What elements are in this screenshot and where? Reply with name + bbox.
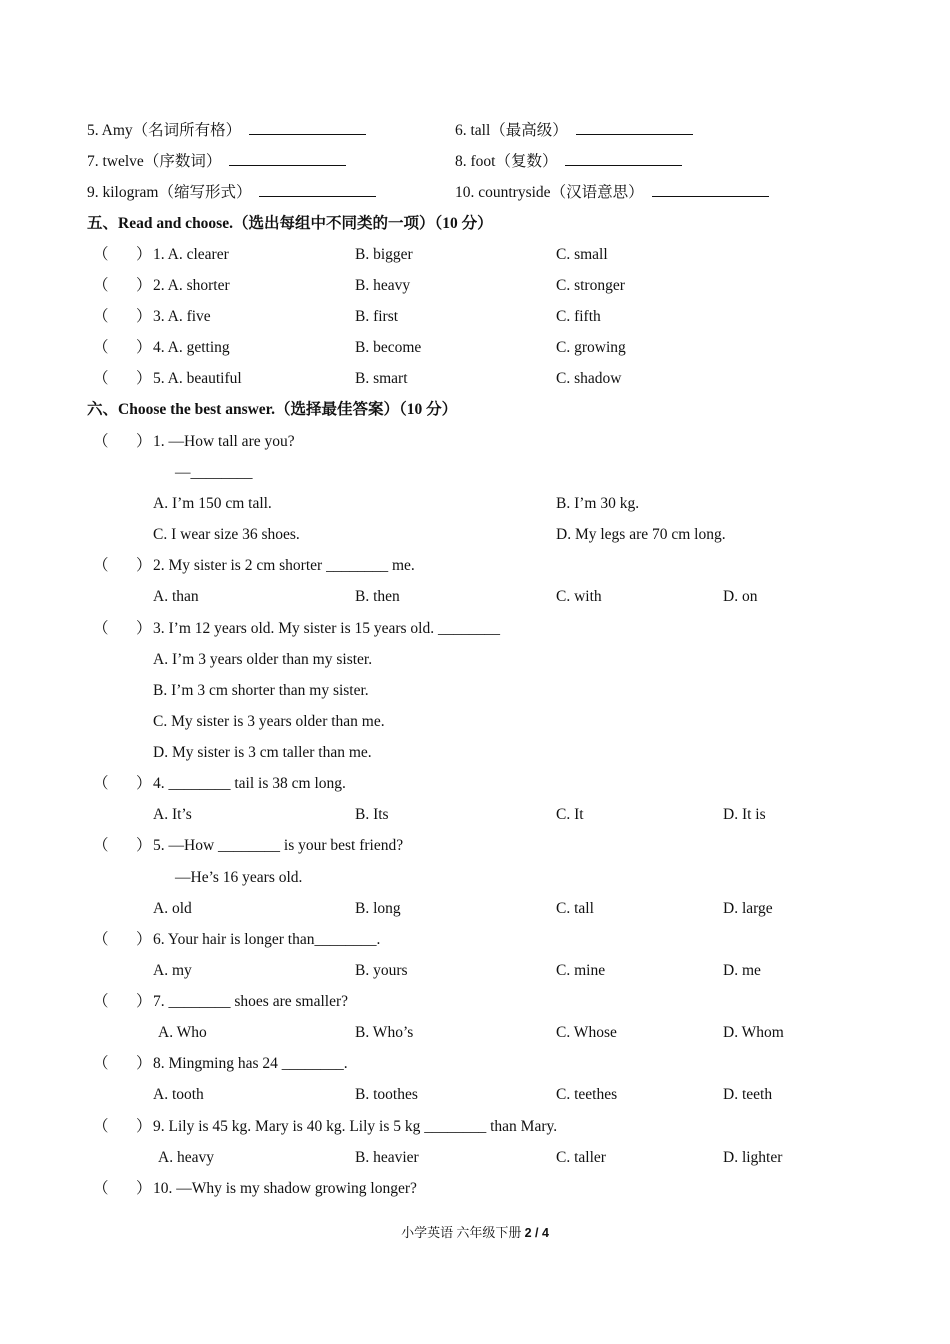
answer-paren-close: ） [136, 1055, 152, 1072]
answer-paren-close: ） [136, 370, 152, 387]
answer-blank[interactable] [259, 182, 376, 197]
answer-paren-open[interactable]: （ [93, 1055, 109, 1072]
fill-item: 10. countryside（汉语意思） [455, 182, 769, 204]
answer-paren-open[interactable]: （ [93, 1180, 109, 1197]
question-line: —He’s 16 years old. [175, 869, 303, 886]
answer-paren-close: ） [136, 1118, 152, 1135]
answer-blank[interactable] [229, 151, 346, 166]
answer-blank[interactable] [652, 182, 769, 197]
question-text: 2. My sister is 2 cm shorter ________ me. [153, 557, 415, 574]
answer-paren-close: ） [136, 931, 152, 948]
answer-paren-close: ） [136, 433, 152, 450]
question-row [0, 1053, 950, 1075]
answer-paren-open[interactable]: （ [93, 308, 109, 325]
question-text: 9. Lily is 45 kg. Mary is 40 kg. Lily is 5 kg ________ than Mary. [153, 1118, 558, 1135]
option-row: A. It’s B. Its C. It D. It is [153, 806, 766, 823]
page-number: 2 / 4 [524, 1226, 549, 1240]
option-row: B. I’m 3 cm shorter than my sister. [153, 682, 369, 699]
question-row [0, 555, 950, 577]
answer-paren-close: ） [136, 277, 152, 294]
option-row: A. my B. yours C. mine D. me [153, 962, 761, 979]
question-row: （ ） 3. A. five B. first C. fifth [0, 306, 950, 328]
option-row: C. I wear size 36 shoes. D. My legs are 70 cm long. [153, 526, 726, 543]
answer-paren-open[interactable]: （ [93, 775, 109, 792]
option-row: D. My sister is 3 cm taller than me. [153, 744, 372, 761]
question-row [0, 929, 950, 951]
answer-paren-open[interactable]: （ [93, 993, 109, 1010]
answer-paren-close: ） [136, 1180, 152, 1197]
fill-item: 9. kilogram（缩写形式） [87, 182, 376, 204]
question-text: 6. Your hair is longer than________. [153, 931, 381, 948]
option-row: A. tooth B. toothes C. teethes D. teeth [153, 1086, 773, 1103]
answer-paren-close: ） [136, 775, 152, 792]
option-row: A. heavy B. heavier C. taller D. lighter [158, 1149, 783, 1166]
option-row: A. I’m 3 years older than my sister. [153, 651, 373, 668]
answer-blank[interactable] [249, 120, 366, 135]
option-row: A. old B. long C. tall D. large [153, 900, 773, 917]
answer-paren-close: ） [136, 308, 152, 325]
fill-item: 6. tall（最高级） [455, 120, 693, 142]
answer-paren-close: ） [136, 837, 152, 854]
option-row: A. Who B. Who’s C. Whose D. Whom [158, 1024, 784, 1041]
answer-paren-open[interactable]: （ [93, 931, 109, 948]
answer-paren-open[interactable]: （ [93, 557, 109, 574]
option-row: A. than B. then C. with D. on [153, 588, 758, 605]
answer-paren-close: ） [136, 993, 152, 1010]
answer-paren-close: ） [136, 339, 152, 356]
answer-paren-open[interactable]: （ [93, 246, 109, 263]
answer-paren-open[interactable]: （ [93, 433, 109, 450]
section-6-title: 六、Choose the best answer.（选择最佳答案）（10 分） [87, 401, 458, 418]
question-row [0, 1178, 950, 1200]
answer-paren-close: ） [136, 620, 152, 637]
question-row: （ ） 4. A. getting B. become C. growing [0, 337, 950, 359]
question-row [0, 1116, 950, 1138]
question-text: 5. —How ________ is your best friend? [153, 837, 404, 854]
answer-blank[interactable] [565, 151, 682, 166]
fill-item: 5. Amy（名词所有格） [87, 120, 366, 142]
answer-blank[interactable] [576, 120, 693, 135]
question-row [0, 835, 950, 857]
option-row: C. My sister is 3 years older than me. [153, 713, 385, 730]
question-row [0, 773, 950, 795]
fill-row [0, 151, 950, 173]
question-row: （ ） 2. A. shorter B. heavy C. stronger [0, 275, 950, 297]
answer-paren-open[interactable]: （ [93, 339, 109, 356]
question-row [0, 991, 950, 1013]
fill-item: 7. twelve（序数词） [87, 151, 346, 173]
fill-row [0, 182, 950, 204]
question-text: 10. —Why is my shadow growing longer? [153, 1180, 417, 1197]
question-row: （ ） 1. A. clearer B. bigger C. small [0, 244, 950, 266]
question-row [0, 618, 950, 640]
question-text: 7. ________ shoes are smaller? [153, 993, 348, 1010]
fill-row [0, 120, 950, 142]
answer-paren-close: ） [136, 246, 152, 263]
answer-paren-open[interactable]: （ [93, 837, 109, 854]
answer-paren-open[interactable]: （ [93, 620, 109, 637]
fill-item: 8. foot（复数） [455, 151, 682, 173]
section-5-title: 五、Read and choose.（选出每组中不同类的一项）（10 分） [87, 215, 493, 232]
question-line: —________ [175, 464, 253, 481]
option-row: A. I’m 150 cm tall. B. I’m 30 kg. [153, 495, 640, 512]
question-row [0, 431, 950, 453]
footer-text: 小学英语 六年级下册 [401, 1225, 522, 1240]
question-text: 4. ________ tail is 38 cm long. [153, 775, 346, 792]
question-row: （ ） 5. A. beautiful B. smart C. shadow [0, 368, 950, 390]
answer-paren-open[interactable]: （ [93, 1118, 109, 1135]
question-text: 8. Mingming has 24 ________. [153, 1055, 348, 1072]
question-text: 1. —How tall are you? [153, 433, 295, 450]
page-footer [0, 1223, 950, 1243]
answer-paren-open[interactable]: （ [93, 277, 109, 294]
answer-paren-close: ） [136, 557, 152, 574]
question-text: 3. I’m 12 years old. My sister is 15 years old. ________ [153, 620, 500, 637]
answer-paren-open[interactable]: （ [93, 370, 109, 387]
